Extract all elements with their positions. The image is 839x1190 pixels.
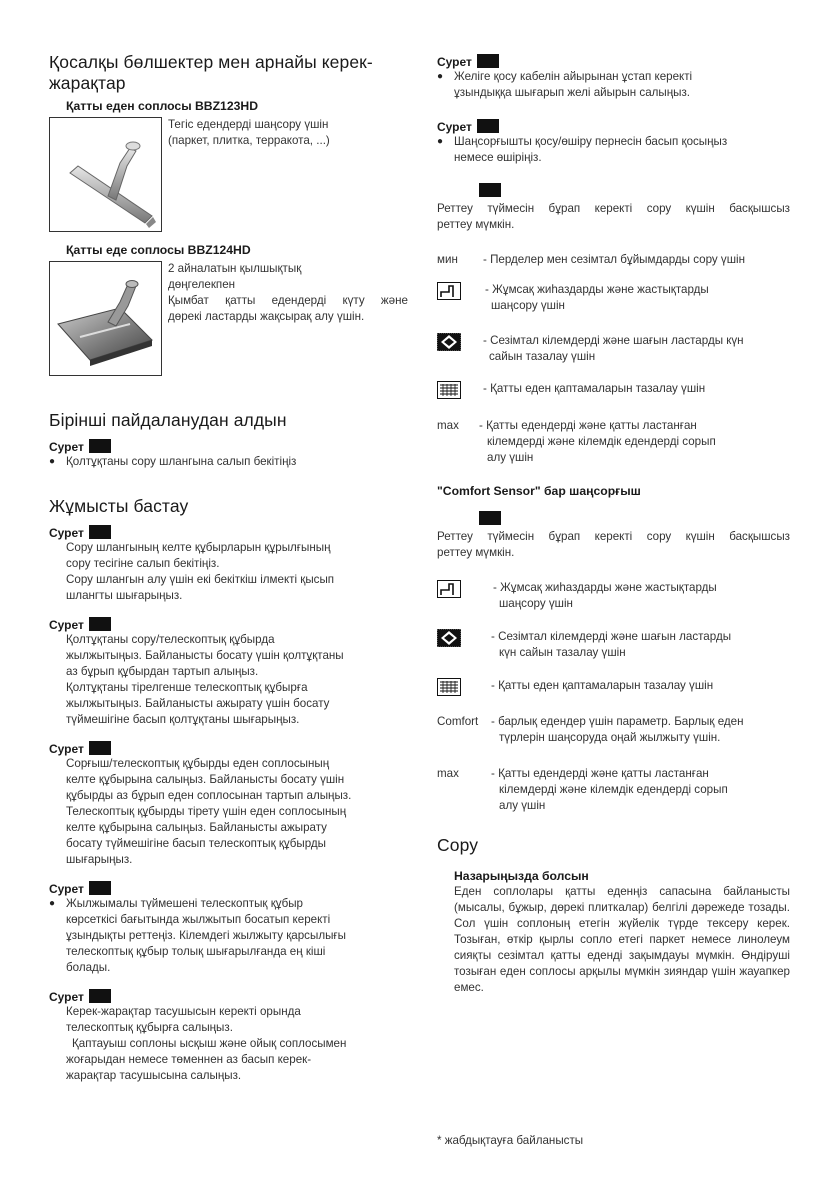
text-line: телескоптық құбырға салыңыз. xyxy=(66,1021,233,1034)
nozzle1-line: Тегіс едендерді шаңсору үшін xyxy=(168,118,329,131)
figure-number-box xyxy=(477,119,499,133)
regulation-text-2 xyxy=(437,529,790,561)
level-tag: Comfort xyxy=(437,715,479,728)
text-line: жылжытыңыз. Байланысты босату үшін қолтұқтаны xyxy=(66,649,344,662)
level-text: түрлерін шаңсоруда оңай жылжыту үшін. xyxy=(499,731,721,744)
nozzle2-image xyxy=(49,261,162,376)
figure-label xyxy=(49,881,409,896)
comfort-level-hard-floor xyxy=(437,678,793,694)
figure-label-text: Сурет xyxy=(437,120,472,134)
figure-label-text: Сурет xyxy=(49,526,84,540)
comfort-level-upholstery xyxy=(437,580,793,612)
level-text: күн сайын тазалау үшін xyxy=(499,646,626,659)
text-line: келте құбырына салыңыз. Байланысты босату үшін xyxy=(66,773,345,786)
text-line: ұзындықты реттеңіз. Кілемдегі жылжыту қарсылығы xyxy=(66,929,346,942)
level-text: кілемдерді және кілемдік едендерді сорып xyxy=(487,435,716,448)
text-line: ұзындыққа шығарып желі айырын салыңыз. xyxy=(454,86,691,99)
comfort-level-max xyxy=(437,766,793,814)
level-text: шаңсору үшін xyxy=(491,299,565,312)
start-block-5 xyxy=(49,1004,409,1084)
text-line: шлангты шығарыңыз. xyxy=(66,589,183,602)
level-tag: max xyxy=(437,419,459,432)
text-line: Қолтұқтаны сору/телескоптық құбырда xyxy=(66,633,275,646)
figure-label xyxy=(49,439,409,454)
level-text: - Перделер мен сезімтал бұйымдарды сору үшін xyxy=(483,253,745,266)
text-line: көрсеткісі бағытында жылжытып босатып керекті xyxy=(66,913,331,926)
cable-instruction xyxy=(437,69,793,101)
figure-label-text: Сурет xyxy=(49,882,84,896)
start-block-1 xyxy=(49,540,409,604)
level-tag: мин xyxy=(437,253,458,266)
figure-label-text: Сурет xyxy=(49,742,84,756)
nozzle2-line: дөрекі ластарды жақсырақ алу үшін. xyxy=(168,310,365,323)
text-line: реттеу мүмкін. xyxy=(437,218,515,231)
power-level-min xyxy=(437,252,793,268)
figure-number-box xyxy=(477,54,499,68)
text-line: ● Желіге қосу кабелін айырынан ұстап керекті xyxy=(454,70,693,83)
text-line: телескоптық құбыр толық шығарылғанда ең кіші xyxy=(66,945,326,958)
text-line: келте құбырына салыңыз. Байланысты ажырату xyxy=(66,821,327,834)
power-level-max xyxy=(437,418,793,466)
level-text: - Жұмсақ жиһаздарды және жастықтарды xyxy=(485,283,709,296)
power-level-hard-floor xyxy=(437,381,793,397)
level-text: - Қатты едендерді және қатты ластанған xyxy=(491,767,709,780)
start-block-4 xyxy=(49,896,409,976)
text-line: Реттеу түймесін бұрап керекті сору күшін басқышсыз xyxy=(437,530,790,543)
figure-number-box xyxy=(89,881,111,895)
level-text: алу үшін xyxy=(487,451,534,464)
text-line: Сору шлангының келте құбырларын құрылғының xyxy=(66,541,331,554)
start-section xyxy=(49,496,409,1084)
text-line: ● Жылжымалы түймешені телескоптық құбыр xyxy=(66,897,303,910)
text-line: құбырды аз бұрып еден соплосынан тартып алыңыз. xyxy=(66,789,352,802)
text-line: Қолтұқтаны тірелгенше телескоптық құбырға xyxy=(66,681,308,694)
figure-label xyxy=(437,119,793,134)
figure-number-box xyxy=(479,511,501,525)
power-instruction xyxy=(437,134,793,166)
figure-label xyxy=(49,741,409,756)
caution-title: Назарыңызда болсын xyxy=(454,869,589,883)
nozzle2-title: Қатты еде соплосы BBZ124HD xyxy=(66,243,251,257)
text-line: аз бұрып құбырдан тартып алыңыз. xyxy=(66,665,259,678)
accessories-title-line2: жарақтар xyxy=(49,73,126,93)
armchair-icon xyxy=(437,282,461,300)
level-text: - Қатты едендерді және қатты ластанған xyxy=(479,419,697,432)
text-line: Қаптауыш соплоны ысқыш және ойық соплосымен xyxy=(72,1037,347,1050)
level-tag: max xyxy=(437,767,459,780)
text-line: немесе өшіріңіз. xyxy=(454,151,542,164)
level-text: - Қатты еден қаптамаларын тазалау үшін xyxy=(483,382,706,395)
nozzle2-line: Қымбат қатты едендерді күту және xyxy=(168,294,408,307)
accessories-title xyxy=(49,52,429,94)
figure-number-box xyxy=(479,183,501,197)
nozzle2-line: 2 айналатын қылшықтық xyxy=(168,262,302,275)
power-level-carpet xyxy=(437,333,793,365)
comfort-sensor-heading: "Comfort Sensor" бар шаңсорғыш xyxy=(437,484,641,498)
figure-label-text: Сурет xyxy=(49,990,84,1004)
text-line: шығарыңыз. xyxy=(66,853,133,866)
start-heading: Жұмысты бастау xyxy=(49,496,189,516)
hard-floor-icon xyxy=(437,678,461,696)
armchair-icon xyxy=(437,580,461,598)
text-line: Керек-жарақтар тасушысын керекті орында xyxy=(66,1005,301,1018)
nozzle1-title: Қатты еден соплосы BBZ123HD xyxy=(66,99,258,113)
figure-label-text: Сурет xyxy=(437,55,472,69)
figure-label-text: Сурет xyxy=(49,618,84,632)
regulation-text-1 xyxy=(437,201,790,233)
text-line: Телескоптық құбырды тірету үшін еден соплосының xyxy=(66,805,347,818)
figure-label xyxy=(49,989,409,1004)
text-line: Сору шлангын алу үшін екі бекіткіш ілмекті қысып xyxy=(66,573,335,586)
before-use-bullet: ● Қолтұқтаны сору шлангына салып бекітіңіз xyxy=(49,454,409,470)
figure-number-box xyxy=(89,741,111,755)
text-line: Реттеу түймесін бұрап керекті сору күшін басқышсыз xyxy=(437,202,790,215)
figure-label-text: Сурет xyxy=(49,440,84,454)
text-line: сору тесігіне салып бекітіңіз. xyxy=(66,557,220,570)
start-block-3 xyxy=(49,756,409,868)
level-text: - Сезімтал кілемдерді және шағын ластарды күн xyxy=(483,334,744,347)
text-line: босату түймешігіне басып телескоптық құбырды xyxy=(66,837,326,850)
level-text: - Қатты еден қаптамаларын тазалау үшін xyxy=(491,679,714,692)
level-text: сайын тазалау үшін xyxy=(489,350,596,363)
text-line: түймешігіне басып қолтұқтаны шығарыңыз. xyxy=(66,713,300,726)
figure-label xyxy=(49,617,409,632)
text-line: жарақтар тасушысына салыңыз. xyxy=(66,1069,242,1082)
text-line: ● Шаңсорғышты қосу/өшіру пернесін басып қосыңыз xyxy=(454,135,728,148)
hard-floor-icon xyxy=(437,381,461,399)
figure-number-box xyxy=(89,439,111,453)
before-use-heading: Бірінші пайдаланудан алдын xyxy=(49,410,287,430)
figure-number-box xyxy=(89,989,111,1003)
before-use-section xyxy=(49,410,409,470)
figure-number-box xyxy=(89,525,111,539)
right-block-1 xyxy=(437,54,793,101)
level-text: кілемдерді және кілемдік едендерді сорып xyxy=(499,783,728,796)
vacuuming-heading: Сору xyxy=(437,835,479,855)
footnote: * жабдықтауға байланысты xyxy=(437,1134,584,1147)
text-line: жылжытыңыз. Байланысты ажырату үшін босату xyxy=(66,697,330,710)
text-line: болады. xyxy=(66,961,111,974)
nozzle1-line: (паркет, плитка, терракота, ...) xyxy=(168,134,330,147)
start-block-2 xyxy=(49,632,409,728)
figure-label xyxy=(437,54,793,69)
level-text: - Жұмсақ жиһаздарды және жастықтарды xyxy=(493,581,717,594)
carpet-diamond-icon xyxy=(437,629,461,647)
nozzle2-description xyxy=(168,261,408,325)
text-line: жоғарыдан немесе төменнен аз басып керек- xyxy=(66,1053,312,1066)
level-text: шаңсору үшін xyxy=(499,597,573,610)
level-text: - барлық едендер үшін параметр. Барлық еден xyxy=(491,715,744,728)
nozzle1-image xyxy=(49,117,162,232)
right-block-2 xyxy=(437,119,793,166)
figure-label xyxy=(49,525,409,540)
comfort-level-comfort xyxy=(437,714,793,746)
carpet-diamond-icon xyxy=(437,333,461,351)
level-text: - Сезімтал кілемдерді және шағын ластарды xyxy=(491,630,732,643)
text-line: Сорғыш/телескоптық құбырды еден соплосының xyxy=(66,757,330,770)
nozzle1-description xyxy=(168,117,408,149)
power-level-upholstery xyxy=(437,282,793,314)
figure-number-box xyxy=(89,617,111,631)
comfort-level-carpet xyxy=(437,629,793,661)
caution-text: Еден соплолары қатты еденңіз сапасына байланысты (мысалы, бұжыр, дөрекі плиткалар) белгілі дәрежеде тозады. Сол үшін соплоның етегін жүйелік түрде тексеру керек. Тозыған, өткір қырлы сопло етегі паркет немесе линолеум сияқты сезімтал қатты еденді зақымдауы мүмкін. Өндіруші тозыған еден соплосы арқылы мүмкін зияндар үшін жауапкер емес. xyxy=(454,885,790,994)
level-text: алу үшін xyxy=(499,799,546,812)
nozzle2-line: дөңгелекпен xyxy=(168,278,236,291)
accessories-title-line1: Қосалқы бөлшектер мен арнайы керек- xyxy=(49,52,373,72)
text-line: реттеу мүмкін. xyxy=(437,546,515,559)
